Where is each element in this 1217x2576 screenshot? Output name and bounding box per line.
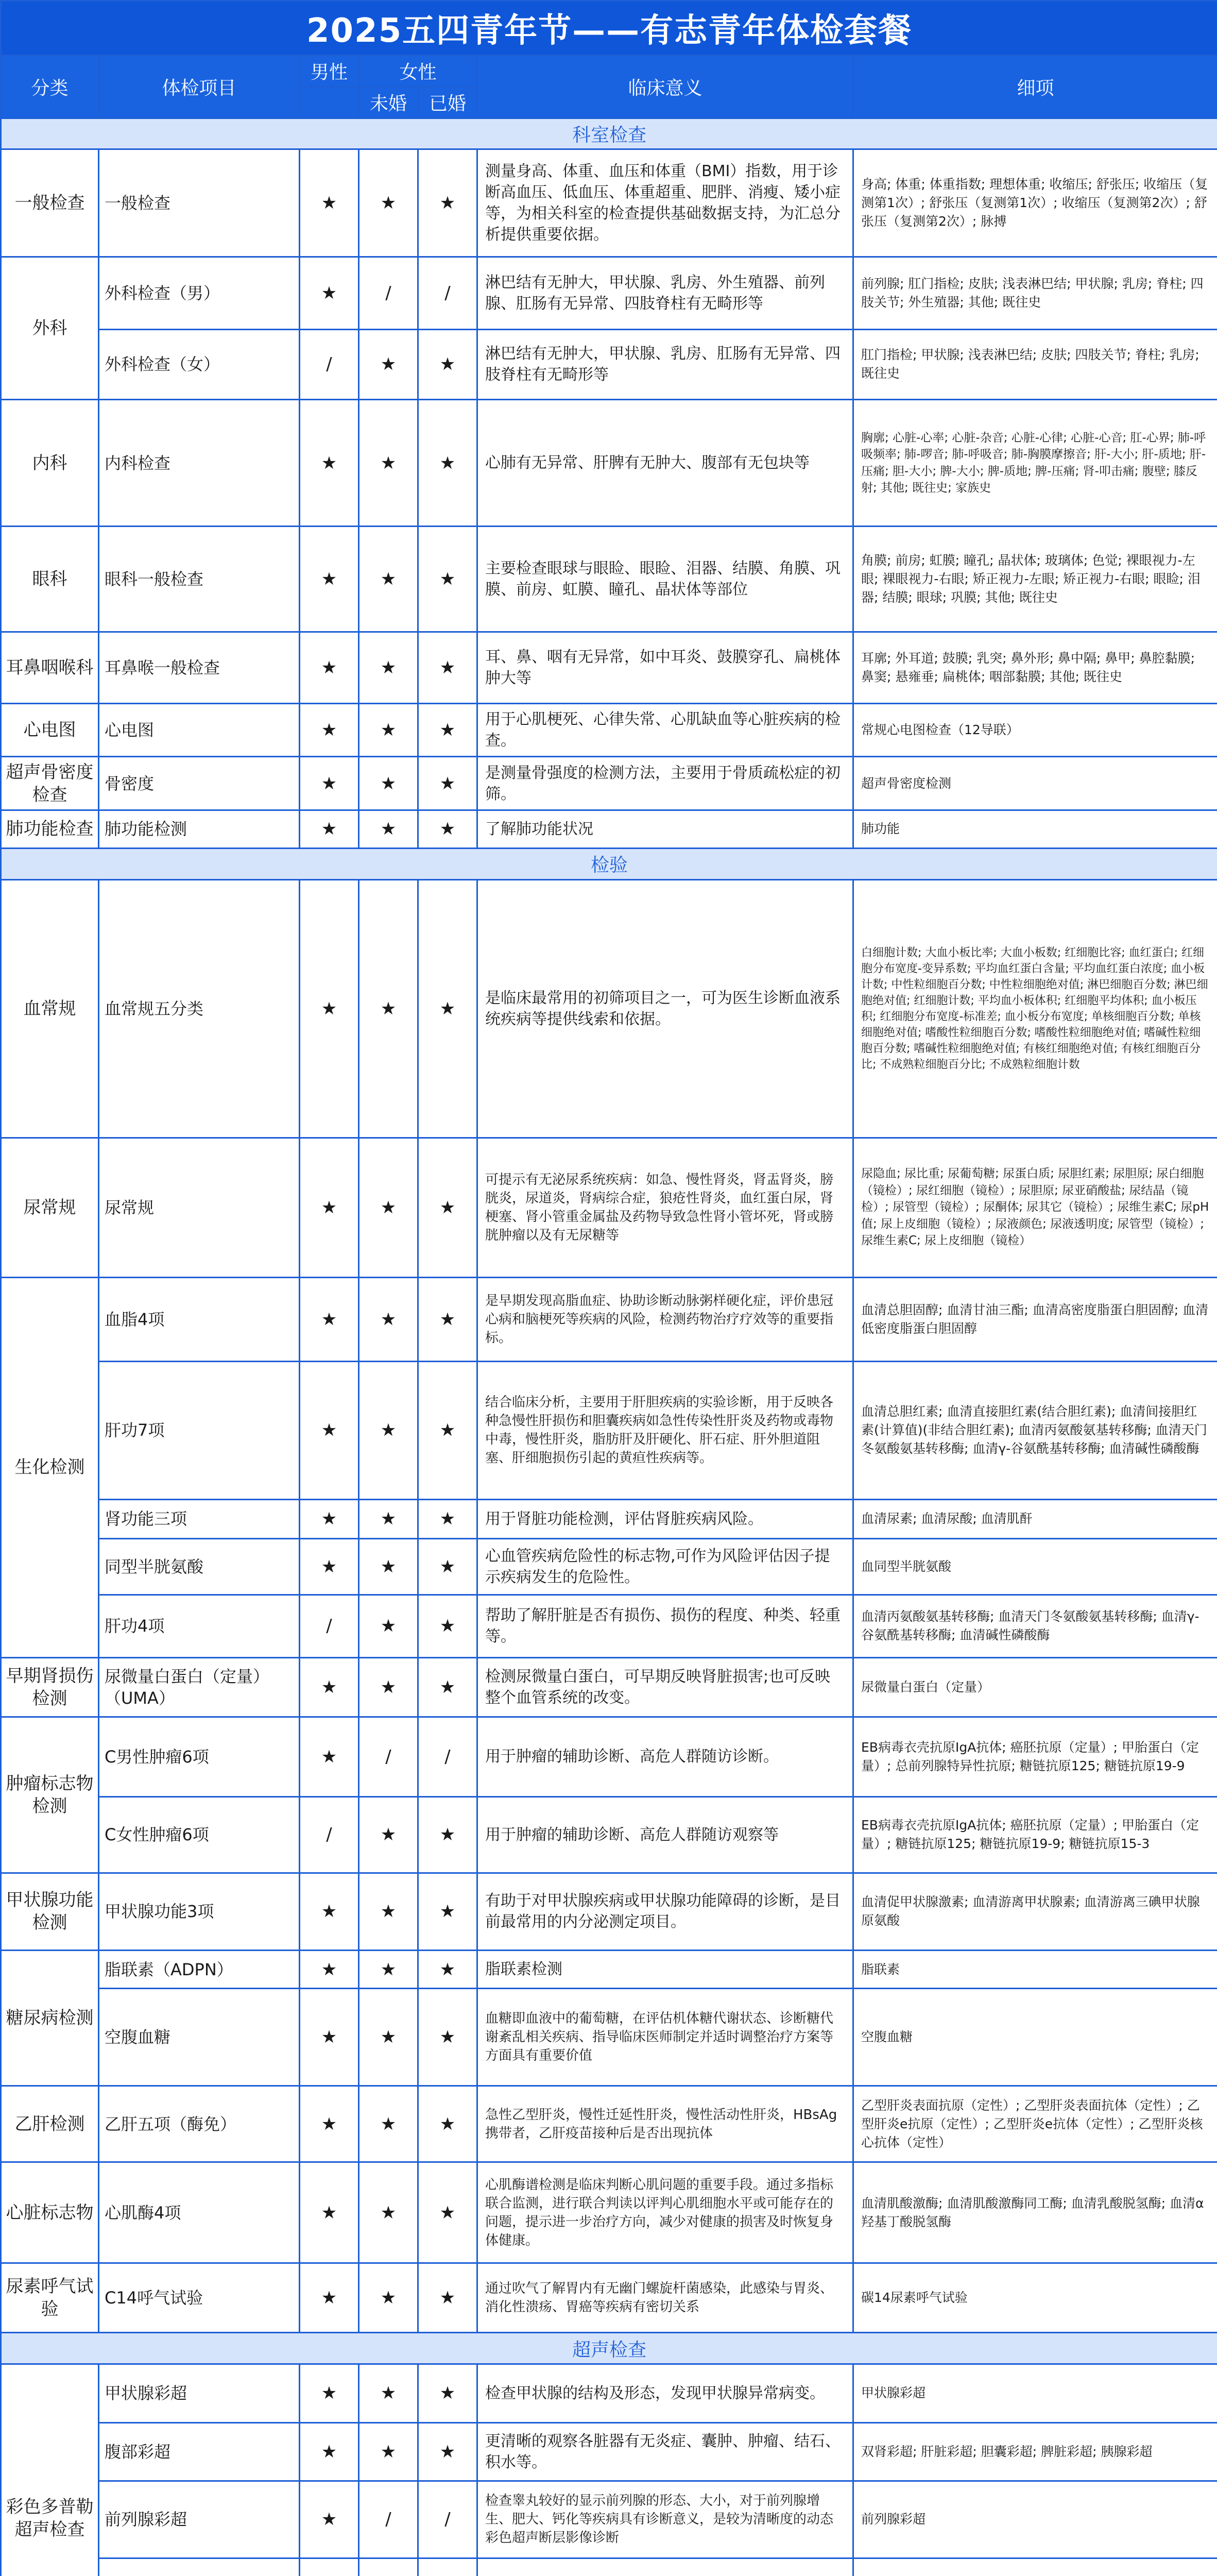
mark-male: ★ — [300, 1657, 359, 1717]
detail-items: 血清总胆固醇; 血清甘油三酯; 血清高密度脂蛋白胆固醇; 血清低密度脂蛋白胆固醇 — [853, 1277, 1217, 1361]
item-name: 甲状腺彩超 — [99, 2364, 300, 2422]
detail-items: EB病毒衣壳抗原IgA抗体; 癌胚抗原（定量）; 甲胎蛋白（定量）; 糖链抗原125; 糖链抗原19-9; 糖链抗原15-3 — [853, 1797, 1217, 1873]
item-name: 尿微量白蛋白（定量）（UMA） — [99, 1657, 300, 1717]
mark-unmarried: ★ — [359, 1657, 418, 1717]
category-cell: 肿瘤标志物检测 — [1, 1717, 99, 1873]
page-title: 2025五四青年节——有志青年体检套餐 — [1, 1, 1217, 56]
detail-items: 血清肌酸激酶; 血清肌酸激酶同工酶; 血清乳酸脱氢酶; 血清α羟基丁酸脱氢酶 — [853, 2162, 1217, 2263]
item-name: 一般检查 — [99, 149, 300, 257]
detail-items: 肺功能 — [853, 810, 1217, 848]
item-name: 肝功4项 — [99, 1595, 300, 1657]
category-cell: 生化检测 — [1, 1277, 99, 1657]
mark-married: ★ — [418, 1951, 477, 1989]
item-name: 心肌酶4项 — [99, 2162, 300, 2263]
clinical-meaning: 血糖即血液中的葡萄糖，在评估机体糖代谢状态、诊断糖代谢紊乱相关疾病、指导临床医师制定并适时调整治疗方案等方面具有重要价值 — [477, 1989, 853, 2086]
detail-items: 超声骨密度检测 — [853, 757, 1217, 810]
mark-married: ★ — [418, 2422, 477, 2481]
mark-married: ★ — [418, 1538, 477, 1595]
detail-items: 血清丙氨酸氨基转移酶; 血清天门冬氨酸氨基转移酶; 血清γ-谷氨酰基转移酶; 血清碱性磷酸酶 — [853, 1595, 1217, 1657]
mark-married: ★ — [418, 632, 477, 703]
mark-unmarried: ★ — [359, 2364, 418, 2422]
mark-male: ★ — [300, 879, 359, 1138]
clinical-meaning: 检查睾丸较好的显示前列腺的形态、大小，对于前列腺增生、肥大、钙化等疾病具有诊断意义，是较为清晰度的动态彩色超声断层影像诊断 — [477, 2481, 853, 2558]
section-header: 超声检查 — [1, 2333, 1217, 2364]
mark-unmarried: / — [359, 257, 418, 329]
mark-unmarried: ★ — [359, 757, 418, 810]
item-name: C男性肿瘤6项 — [99, 1717, 300, 1797]
mark-male: ★ — [300, 1361, 359, 1499]
mark-married: ★ — [418, 1657, 477, 1717]
header-male-spacer — [300, 87, 359, 118]
item-name: 外科检查（男） — [99, 257, 300, 329]
mark-unmarried: ★ — [359, 2162, 418, 2263]
mark-married: / — [418, 1717, 477, 1797]
header-male: 男性 — [300, 55, 359, 87]
mark-married: ★ — [418, 810, 477, 848]
detail-items: 肛门指检; 甲状腺; 浅表淋巴结; 皮肤; 四肢关节; 脊柱; 乳房; 既往史 — [853, 329, 1217, 399]
category-cell: 肺功能检查 — [1, 810, 99, 848]
mark-married: ★ — [418, 1138, 477, 1277]
mark-unmarried: ★ — [359, 527, 418, 632]
mark-married: / — [418, 2481, 477, 2558]
item-name: 肝功7项 — [99, 1361, 300, 1499]
header-married: 已婚 — [418, 87, 477, 118]
mark-unmarried: ★ — [359, 399, 418, 526]
mark-married: ★ — [418, 1595, 477, 1657]
mark-married: ★ — [418, 2086, 477, 2162]
mark-married: ★ — [418, 527, 477, 632]
detail-items: 身高; 体重; 体重指数; 理想体重; 收缩压; 舒张压; 收缩压（复测第1次）; 舒张压（复测第1次）; 收缩压（复测第2次）; 舒张压（复测第2次）; 脉搏 — [853, 149, 1217, 257]
category-cell: 糖尿病检测 — [1, 1951, 99, 2086]
clinical-meaning: 脂联素检测 — [477, 1951, 853, 1989]
detail-items: 尿隐血; 尿比重; 尿葡萄糖; 尿蛋白质; 尿胆红素; 尿胆原; 尿白细胞（镜检）; 尿红细胞（镜检）; 尿胆原; 尿亚硝酸盐; 尿结晶（镜检）; 尿管型（镜检）; 尿酮体; 尿其它（镜检）; 尿维生素C; 尿pH值; 尿上皮细胞（镜检）; 尿液颜色; 尿液透明度; 尿管型（镜检）; 尿维生素C; 尿上皮细胞（镜检） — [853, 1138, 1217, 1277]
item-name: 乙肝五项（酶免） — [99, 2086, 300, 2162]
header-details: 细项 — [853, 55, 1217, 118]
clinical-meaning: 主要检查眼球与眼睑、眼睑、泪器、结膜、角膜、巩膜、前房、虹膜、瞳孔、晶状体等部位 — [477, 527, 853, 632]
clinical-meaning: 心肺有无异常、肝脾有无肿大、腹部有无包块等 — [477, 399, 853, 526]
clinical-meaning: 是测量骨强度的检测方法，主要用于骨质疏松症的初筛。 — [477, 757, 853, 810]
mark-male: ★ — [300, 1138, 359, 1277]
mark-unmarried: ★ — [359, 879, 418, 1138]
clinical-meaning — [477, 2558, 853, 2576]
mark-married: ★ — [418, 704, 477, 757]
mark-male: ★ — [300, 2422, 359, 2481]
header-item: 体检项目 — [99, 55, 300, 118]
detail-items: 常规心电图检查（12导联） — [853, 704, 1217, 757]
clinical-meaning: 急性乙型肝炎，慢性迁延性肝炎，慢性活动性肝炎，HBsAg携带者，乙肝疫苗接种后是否出现抗体 — [477, 2086, 853, 2162]
mark-unmarried: ★ — [359, 810, 418, 848]
item-name: 肺功能检测 — [99, 810, 300, 848]
mark-male: ★ — [300, 704, 359, 757]
category-cell: 乙肝检测 — [1, 2086, 99, 2162]
mark-unmarried: ★ — [359, 149, 418, 257]
clinical-meaning: 检测尿微量白蛋白，可早期反映肾脏损害;也可反映整个血管系统的改变。 — [477, 1657, 853, 1717]
mark-unmarried: ★ — [359, 704, 418, 757]
mark-married: ★ — [418, 399, 477, 526]
clinical-meaning: 心肌酶谱检测是临床判断心肌问题的重要手段。通过多指标联合监测，进行联合判读以评判心肌细胞水平或可能存在的问题，提示进一步治疗方向，减少对健康的损害及时恢复身体健康。 — [477, 2162, 853, 2263]
clinical-meaning: 用于心肌梗死、心律失常、心肌缺血等心脏疾病的检查。 — [477, 704, 853, 757]
category-cell: 外科 — [1, 257, 99, 400]
clinical-meaning: 检查甲状腺的结构及形态，发现甲状腺异常病变。 — [477, 2364, 853, 2422]
mark-unmarried: ★ — [359, 329, 418, 399]
mark-male: ★ — [300, 399, 359, 526]
clinical-meaning: 耳、鼻、咽有无异常，如中耳炎、鼓膜穿孔、扁桃体肿大等 — [477, 632, 853, 703]
mark-unmarried — [359, 2558, 418, 2576]
clinical-meaning: 用于肾脏功能检测，评估肾脏疾病风险。 — [477, 1499, 853, 1538]
clinical-meaning: 心血管疾病危险性的标志物,可作为风险评估因子提示疾病发生的危险性。 — [477, 1538, 853, 1595]
clinical-meaning: 更清晰的观察各脏器有无炎症、囊肿、肿瘤、结石、积水等。 — [477, 2422, 853, 2481]
category-cell: 彩色多普勒超声检查 — [1, 2364, 99, 2576]
item-name: C女性肿瘤6项 — [99, 1797, 300, 1873]
mark-male: ★ — [300, 1717, 359, 1797]
category-cell: 超声骨密度检查 — [1, 757, 99, 810]
clinical-meaning: 淋巴结有无肿大，甲状腺、乳房、外生殖器、前列腺、肛肠有无异常、四肢脊柱有无畸形等 — [477, 257, 853, 329]
clinical-meaning: 通过吹气了解胃内有无幽门螺旋杆菌感染，此感染与胃炎、消化性溃疡、胃癌等疾病有密切关系 — [477, 2263, 853, 2333]
clinical-meaning: 可提示有无泌尿系统疾病：如急、慢性肾炎，肾盂肾炎，膀胱炎，尿道炎，肾病综合症，狼疮性肾炎，血红蛋白尿，肾梗塞、肾小管重金属盐及药物导致急性肾小管坏死，肾或膀胱肿瘤以及有无尿糖等 — [477, 1138, 853, 1277]
clinical-meaning: 淋巴结有无肿大，甲状腺、乳房、肛肠有无异常、四肢脊柱有无畸形等 — [477, 329, 853, 399]
clinical-meaning: 是早期发现高脂血症、协助诊断动脉粥样硬化症，评价患冠心病和脑梗死等疾病的风险，检测药物治疗疗效等的重要指标。 — [477, 1277, 853, 1361]
mark-male: ★ — [300, 1951, 359, 1989]
item-name: 心电图 — [99, 704, 300, 757]
detail-items: 血清尿素; 血清尿酸; 血清肌酐 — [853, 1499, 1217, 1538]
mark-male: ★ — [300, 149, 359, 257]
detail-items: 前列腺; 肛门指检; 皮肤; 浅表淋巴结; 甲状腺; 乳房; 脊柱; 四肢关节; 外生殖器; 其他; 既往史 — [853, 257, 1217, 329]
item-name: 空腹血糖 — [99, 1989, 300, 2086]
clinical-meaning: 是临床最常用的初筛项目之一，可为医生诊断血液系统疾病等提供线索和依据。 — [477, 879, 853, 1138]
item-name: 血常规五分类 — [99, 879, 300, 1138]
mark-male: ★ — [300, 2162, 359, 2263]
mark-married: ★ — [418, 2263, 477, 2333]
category-cell: 眼科 — [1, 527, 99, 632]
clinical-meaning: 测量身高、体重、血压和体重（BMI）指数，用于诊断高血压、低血压、体重超重、肥胖、消瘦、矮小症等，为相关科室的检查提供基础数据支持，为汇总分析提供重要依据。 — [477, 149, 853, 257]
mark-married — [418, 2558, 477, 2576]
mark-married: ★ — [418, 1797, 477, 1873]
detail-items: 乙型肝炎表面抗原（定性）; 乙型肝炎表面抗体（定性）; 乙型肝炎e抗原（定性）; 乙型肝炎e抗体（定性）; 乙型肝炎核心抗体（定性） — [853, 2086, 1217, 2162]
header-meaning: 临床意义 — [477, 55, 853, 118]
mark-unmarried: ★ — [359, 2422, 418, 2481]
item-name: 肾功能三项 — [99, 1499, 300, 1538]
section-header: 检验 — [1, 848, 1217, 879]
clinical-meaning: 了解肺功能状况 — [477, 810, 853, 848]
mark-male: / — [300, 1595, 359, 1657]
mark-unmarried: / — [359, 1717, 418, 1797]
detail-items: 甲状腺彩超 — [853, 2364, 1217, 2422]
mark-unmarried: ★ — [359, 1951, 418, 1989]
mark-married: ★ — [418, 879, 477, 1138]
clinical-meaning: 有助于对甲状腺疾病或甲状腺功能障碍的诊断，是目前最常用的内分泌测定项目。 — [477, 1873, 853, 1950]
detail-items: EB病毒衣壳抗原IgA抗体; 癌胚抗原（定量）; 甲胎蛋白（定量）; 总前列腺特异性抗原; 糖链抗原125; 糖链抗原19-9 — [853, 1717, 1217, 1797]
mark-unmarried: ★ — [359, 1873, 418, 1950]
item-name: 骨密度 — [99, 757, 300, 810]
mark-unmarried: ★ — [359, 1989, 418, 2086]
item-name: C14呼气试验 — [99, 2263, 300, 2333]
item-name: 耳鼻喉一般检查 — [99, 632, 300, 703]
mark-male: ★ — [300, 757, 359, 810]
mark-married: ★ — [418, 2162, 477, 2263]
detail-items: 耳廓; 外耳道; 鼓膜; 乳突; 鼻外形; 鼻中隔; 鼻甲; 鼻腔黏膜; 鼻窦; 悬雍垂; 扁桃体; 咽部黏膜; 其他; 既往史 — [853, 632, 1217, 703]
category-cell: 内科 — [1, 399, 99, 526]
mark-male: ★ — [300, 1989, 359, 2086]
detail-items: 空腹血糖 — [853, 1989, 1217, 2086]
category-cell: 血常规 — [1, 879, 99, 1138]
mark-unmarried: ★ — [359, 1361, 418, 1499]
mark-unmarried: ★ — [359, 1595, 418, 1657]
detail-items: 尿微量白蛋白（定量） — [853, 1657, 1217, 1717]
mark-male: ★ — [300, 810, 359, 848]
item-name: 尿常规 — [99, 1138, 300, 1277]
mark-male: ★ — [300, 2364, 359, 2422]
detail-items: 角膜; 前房; 虹膜; 瞳孔; 晶状体; 玻璃体; 色觉; 裸眼视力-左眼; 裸眼视力-右眼; 矫正视力-左眼; 矫正视力-右眼; 眼睑; 泪器; 结膜; 眼球; 巩膜; 其他; 既往史 — [853, 527, 1217, 632]
mark-male: ★ — [300, 527, 359, 632]
mark-unmarried: ★ — [359, 2263, 418, 2333]
item-name: 腹部彩超 — [99, 2422, 300, 2481]
item-name: 同型半胱氨酸 — [99, 1538, 300, 1595]
detail-items: 双肾彩超; 肝脏彩超; 胆囊彩超; 脾脏彩超; 胰腺彩超 — [853, 2422, 1217, 2481]
mark-married: ★ — [418, 1989, 477, 2086]
clinical-meaning: 结合临床分析，主要用于肝胆疾病的实验诊断，用于反映各种急慢性肝损伤和胆囊疾病如急性传染性肝炎及药物或毒物中毒，慢性肝炎，脂肪肝及肝硬化、肝石症、肝外胆道阻塞、肝细胞损伤引起的黄疸性疾病等。 — [477, 1361, 853, 1499]
mark-male: ★ — [300, 2481, 359, 2558]
mark-married: ★ — [418, 1361, 477, 1499]
clinical-meaning: 帮助了解肝脏是否有损伤、损伤的程度、种类、轻重等。 — [477, 1595, 853, 1657]
mark-male: ★ — [300, 1538, 359, 1595]
header-category: 分类 — [1, 55, 99, 118]
item-name: 血脂4项 — [99, 1277, 300, 1361]
detail-items: 血清促甲状腺激素; 血清游离甲状腺素; 血清游离三碘甲状腺原氨酸 — [853, 1873, 1217, 1950]
mark-unmarried: ★ — [359, 632, 418, 703]
mark-unmarried: ★ — [359, 1797, 418, 1873]
category-cell: 甲状腺功能检测 — [1, 1873, 99, 1950]
mark-male — [300, 2558, 359, 2576]
item-name: 前列腺彩超 — [99, 2481, 300, 2558]
clinical-meaning: 用于肿瘤的辅助诊断、高危人群随访观察等 — [477, 1797, 853, 1873]
detail-items: 胸廓; 心脏-心率; 心脏-杂音; 心脏-心律; 心脏-心音; 肛-心界; 肺-呼吸频率; 肺-啰音; 肺-呼吸音; 肺-胸膜摩擦音; 肝-大小; 肝-质地; 肝-压痛; 胆-大小; 脾-大小; 脾-质地; 脾-压痛; 肾-叩击痛; 腹壁; 膝反射; 其他; 既往史; 家族史 — [853, 399, 1217, 526]
mark-unmarried: ★ — [359, 1538, 418, 1595]
item-name: 甲状腺功能3项 — [99, 1873, 300, 1950]
mark-unmarried: / — [359, 2481, 418, 2558]
category-cell: 耳鼻咽喉科 — [1, 632, 99, 703]
mark-unmarried: ★ — [359, 1499, 418, 1538]
mark-unmarried: ★ — [359, 1138, 418, 1277]
mark-unmarried: ★ — [359, 2086, 418, 2162]
mark-married: ★ — [418, 1499, 477, 1538]
detail-items: 碳14尿素呼气试验 — [853, 2263, 1217, 2333]
section-header: 科室检查 — [1, 118, 1217, 149]
category-cell: 心电图 — [1, 704, 99, 757]
item-name: 外科检查（女） — [99, 329, 300, 399]
item-name: 内科检查 — [99, 399, 300, 526]
detail-items: 血同型半胱氨酸 — [853, 1538, 1217, 1595]
mark-married: ★ — [418, 329, 477, 399]
mark-male: ★ — [300, 1499, 359, 1538]
header-female: 女性 — [359, 55, 477, 87]
item-name: 脂联素（ADPN） — [99, 1951, 300, 1989]
mark-male: / — [300, 329, 359, 399]
mark-married: ★ — [418, 1277, 477, 1361]
mark-unmarried: ★ — [359, 1277, 418, 1361]
detail-items: 脂联素 — [853, 1951, 1217, 1989]
item-name: 眼科一般检查 — [99, 527, 300, 632]
mark-married: / — [418, 257, 477, 329]
category-cell: 尿素呼气试验 — [1, 2263, 99, 2333]
mark-married: ★ — [418, 149, 477, 257]
mark-married: ★ — [418, 757, 477, 810]
category-cell: 早期肾损伤检测 — [1, 1657, 99, 1717]
category-cell: 心脏标志物 — [1, 2162, 99, 2263]
mark-married: ★ — [418, 2364, 477, 2422]
mark-married: ★ — [418, 1873, 477, 1950]
mark-male: ★ — [300, 2086, 359, 2162]
detail-items — [853, 2558, 1217, 2576]
category-cell: 尿常规 — [1, 1138, 99, 1277]
detail-items: 前列腺彩超 — [853, 2481, 1217, 2558]
clinical-meaning: 用于肿瘤的辅助诊断、高危人群随访诊断。 — [477, 1717, 853, 1797]
category-cell: 一般检查 — [1, 149, 99, 257]
mark-male: / — [300, 1797, 359, 1873]
mark-male: ★ — [300, 1873, 359, 1950]
detail-items: 血清总胆红素; 血清直接胆红素(结合胆红素); 血清间接胆红素(计算值)(非结合胆红素); 血清丙氨酸氨基转移酶; 血清天门冬氨酸氨基转移酶; 血清γ-谷氨酰基转移酶; 血清碱性磷酸酶 — [853, 1361, 1217, 1499]
mark-male: ★ — [300, 632, 359, 703]
mark-male: ★ — [300, 2263, 359, 2333]
detail-items: 白细胞计数; 大血小板比率; 大血小板数; 红细胞比容; 血红蛋白; 红细胞分布宽度-变异系数; 平均血红蛋白含量; 平均血红蛋白浓度; 血小板计数; 中性粒细胞百分数; 中性粒细胞绝对值; 淋巴细胞百分数; 淋巴细胞绝对值; 红细胞计数; 平均血小板体积; 红细胞平均体积; 血小板压积; 红细胞分布宽度-标准差; 血小板分布宽度; 单核细胞百分数; 单核细胞绝对值; 嗜酸性粒细胞百分数; 嗜酸性粒细胞绝对值; 嗜碱性粒细胞百分数; 嗜碱性粒细胞绝对值; 有核红细胞绝对值; 有核红细胞百分比; 不成熟粒细胞百分比; 不成熟粒细胞计数 — [853, 879, 1217, 1138]
mark-male: ★ — [300, 257, 359, 329]
item-name — [99, 2558, 300, 2576]
mark-male: ★ — [300, 1277, 359, 1361]
header-unmarried: 未婚 — [359, 87, 418, 118]
